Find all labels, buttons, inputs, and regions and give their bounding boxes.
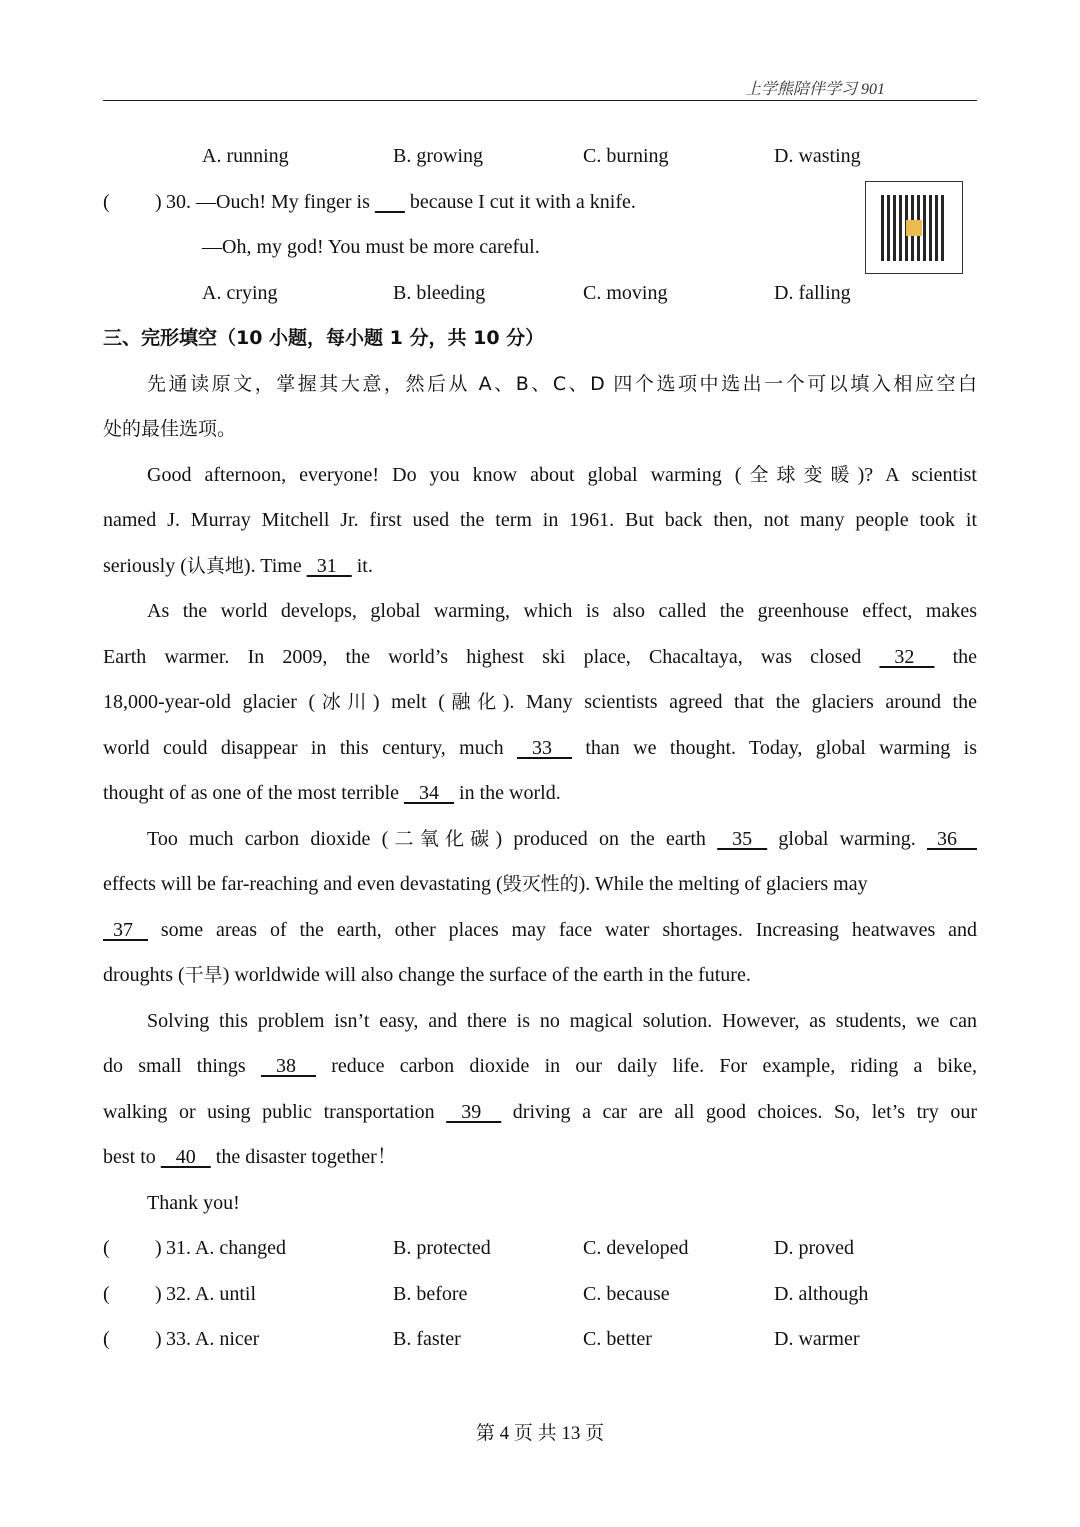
answer-paren-open: ( [103,1237,110,1259]
option-text: D. proved [774,1237,854,1259]
text-segment: ) produced on the earth [495,827,718,850]
chinese-gloss: 毁灭性的 [502,873,579,895]
option-text: B. protected [393,1237,491,1259]
text-segment: some areas of the earth, other places may face water shortages. Increasing heatwaves and [148,918,977,941]
option-text: D. warmer [774,1328,860,1350]
answer-paren-close: ) [155,1282,162,1305]
instruction-text: 处的最佳选项。 [103,418,237,440]
text-segment: because I cut it with a knife. [404,190,636,213]
instruction-line [103,362,977,407]
text-segment: it. [351,554,373,577]
option-text: A. running [202,145,289,167]
question-number: 33. A. nicer [166,1328,260,1350]
text-segment: global warming. [767,827,927,850]
question-number: 31. A. changed [166,1237,286,1259]
question-row [103,1272,977,1317]
instruction-text: 先通读原文，掌握其大意，然后从 A、B、C、D 四个选项中选出一个可以填入相应空白 [147,372,977,395]
option-text: D. falling [774,281,851,304]
option-text: B. bleeding [393,281,486,304]
passage-line [103,544,977,589]
text-segment: effects will be far-reaching and even devastating ( [103,873,503,895]
text-segment: in the world. [454,782,561,804]
option-text: A. crying [202,281,278,304]
chinese-gloss: 二氧化碳 [388,827,496,850]
answer-paren-close: ) [155,190,162,213]
text-segment: world could disappear in this century, much [103,736,517,759]
question-row [103,1317,977,1362]
question-30-reply [103,225,977,270]
text-segment: droughts ( [103,964,185,986]
option-text: B. faster [393,1328,461,1350]
text-segment: Good afternoon, everyone! Do you know about global warming ( [147,463,742,486]
text-segment: the [934,645,977,668]
answer-blank: 31 [306,554,352,577]
answer-blank: 35 [717,827,768,850]
text-segment: driving a car are all good choices. So, let’s try our [501,1100,977,1123]
text-segment: walking or using public transportation [103,1100,447,1123]
text-segment: reduce carbon dioxide in our daily life. For example, riding a bike, [315,1055,977,1077]
text-segment: 18,000-year-old glacier ( [103,691,316,713]
section-heading [103,316,977,361]
text-segment: ) worldwide will also change the surface of the earth in the future. [222,964,751,986]
answer-blank [375,180,405,225]
text-segment: Thank you! [147,1191,240,1214]
text-segment: ). Many scientists agreed that the glaciers around the [502,691,977,713]
q29-options [103,134,977,179]
passage-line [103,680,977,725]
question-row [103,1226,977,1271]
option-text: C. because [583,1282,670,1305]
text-segment: the disaster together！ [210,1146,397,1168]
answer-blank: 37 [103,918,148,941]
text-segment: Solving this problem isn’t easy, and there is no magical solution. However, as students, we can [147,1009,977,1032]
option-text: C. better [583,1328,652,1350]
option-text: D. wasting [774,145,861,167]
text-segment: seriously ( [103,554,187,577]
passage-line [103,953,977,998]
answer-blank: 40 [160,1146,211,1168]
text-segment: Earth warmer. In 2009, the world’s highest ski place, Chacaltaya, was closed [103,645,880,668]
option-text: D. although [774,1282,869,1305]
page-header [103,76,977,101]
passage-line [103,1135,977,1180]
option-text: C. developed [583,1237,689,1259]
text-segment: best to [103,1146,161,1168]
passage-line [103,771,977,816]
page-footer: 第 4 页 共 13 页 [475,1423,605,1444]
option-text: B. before [393,1282,468,1305]
passage-line [103,908,977,953]
passage-line [103,817,977,862]
answer-paren-close: ) [155,1237,162,1259]
header-text: 上学熊陪伴学习 901 [744,81,885,98]
text-segment: Too much carbon dioxide ( [147,827,389,850]
text-segment: do small things [103,1055,261,1077]
option-text: C. moving [583,281,668,304]
passage-line [103,453,977,498]
text-segment: thought of as one of the most terrible [103,782,405,804]
text-segment: named J. Murray Mitchell Jr. first used the term in 1961. But back then, not many people took it [103,509,977,531]
chinese-gloss: 全球变暖 [741,463,858,486]
answer-blank: 32 [879,645,935,668]
text-segment: ) melt ( [372,691,445,713]
answer-paren-open: ( [103,1282,110,1305]
answer-paren-open: ( [103,1328,110,1350]
passage-line [103,1044,977,1089]
text-segment: 30. —Ouch! My finger is [166,190,375,213]
option-text: B. growing [393,145,483,167]
text-segment: )? A scientist [857,463,977,486]
answer-blank: 39 [446,1100,502,1123]
reply-text: —Oh, my god! You must be more careful. [202,236,540,258]
passage-line [103,862,977,907]
answer-blank: 38 [260,1055,316,1077]
instruction-line [103,407,977,452]
answer-paren-open: ( [103,190,110,213]
text-segment: ). While the melting of glaciers may [578,873,868,895]
answer-paren-close: ) [155,1328,162,1350]
passage-line [103,589,977,634]
passage-line [103,999,977,1044]
passage-line [103,498,977,543]
chinese-gloss: 融化 [444,691,503,713]
chinese-gloss: 干旱 [184,964,223,986]
text-segment: than we thought. Today, global warming is [571,736,977,759]
chinese-gloss: 认真地 [186,554,244,577]
section-title: 三、完形填空（10 小题，每小题 1 分，共 10 分） [103,327,545,349]
question-30 [103,180,977,225]
text-segment: ). Time [243,554,307,577]
option-text: C. burning [583,145,669,167]
passage-line [103,726,977,771]
passage-line [103,1181,977,1226]
answer-blank: 34 [404,782,455,804]
text-segment: As the world develops, global warming, which is also called the greenhouse effect, makes [147,600,977,622]
chinese-gloss: 冰川 [315,691,373,713]
answer-blank: 33 [516,736,572,759]
q30-options [103,271,977,316]
answer-blank: 36 [926,827,977,850]
question-stem [166,180,636,225]
passage-line [103,1090,977,1135]
passage-line [103,635,977,680]
question-number: 32. A. until [166,1282,257,1305]
